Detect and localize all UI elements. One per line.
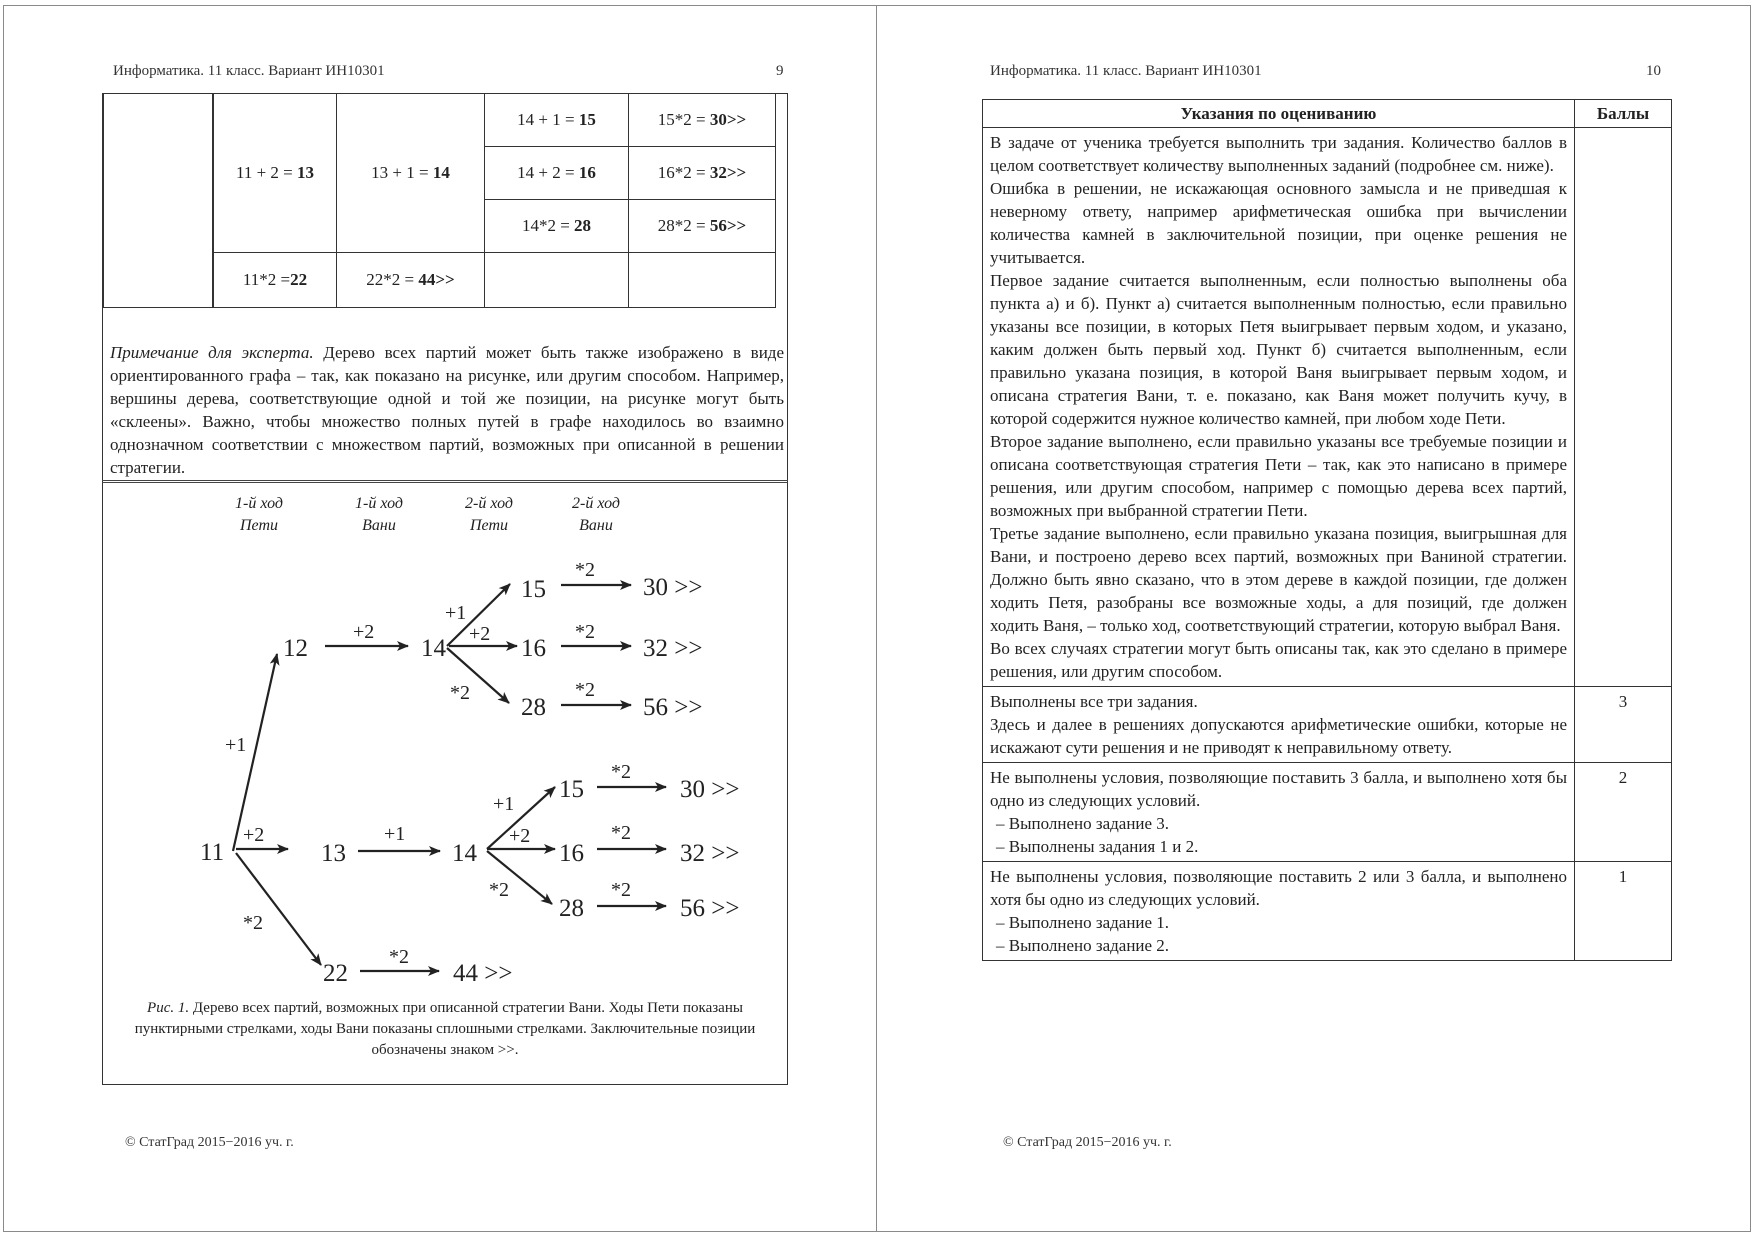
table-cell: 16*2 = 32>> bbox=[629, 147, 776, 200]
expert-note bbox=[110, 341, 784, 479]
table-cell: 22*2 = 44>> bbox=[337, 253, 485, 308]
paragraph: Первое задание считается выполненным, если полностью выполнены оба пункта а) и б). Пункт а) считается выполненным полностью, если правильно указаны все позиции, в которых Петя выигрывает первым ходом, и указано, каким должен быть первый ход. Пункт б) считается выполненным, если правильно указана позиция, в которой Ваня выигрывает первым ходом, и описана стратегия Вани, т. е. показано, как Ваня может получить кучу, в которой содержится нужное количество камней, при любом ходе Пети. bbox=[990, 271, 1567, 428]
node-16-top: 16 bbox=[521, 635, 546, 662]
paragraph: Третье задание выполнено, если правильно указана позиция, выигрышная для Вани, и построено дерево всех партий, возможных при Ваниной стратегии. Должно быть явно сказано, что в этом дереве в каждой позиции, где должен ходить Петя, разобраны все возможные ходы, а для позиций, где должен ходить Ваня, – только ход, соответствующий стратегии, которую выбрал Ваня. bbox=[990, 524, 1567, 635]
node-32-top: 32 >> bbox=[643, 635, 703, 662]
move-label: +2 bbox=[243, 824, 265, 846]
node-44: 44 >> bbox=[453, 960, 513, 987]
list-item: – Выполнено задание 3. bbox=[996, 814, 1170, 833]
table-cell: 14 + 1 = 15 bbox=[485, 94, 629, 147]
move-label: *2 bbox=[243, 912, 263, 934]
node-56-bottom: 56 >> bbox=[680, 895, 740, 922]
move-label: +1 bbox=[384, 823, 406, 845]
paragraph: Второе задание выполнено, если правильно указаны все требуемые позиции и описана соответствующая стратегия Пети – так, как это написано в примере решения, или другим способом, например с помощью дерева всех партий, возможных при выбранной стратегии Пети. bbox=[990, 432, 1567, 520]
node-32-bottom: 32 >> bbox=[680, 840, 740, 867]
left-footer: © СтатГрад 2015−2016 уч. г. bbox=[125, 1135, 294, 1150]
points-cell bbox=[1575, 128, 1672, 687]
paragraph: Ошибка в решении, не искажающая основного замысла и не приведшая к неверному ответу, например арифметическая ошибка при вычислении количества камней в заключительной позиции, при оценке решения не учитывается. bbox=[990, 179, 1567, 267]
criteria-1 bbox=[983, 862, 1575, 961]
node-56-top: 56 >> bbox=[643, 694, 703, 721]
general-instructions bbox=[983, 128, 1575, 687]
table-cell: 14*2 = 28 bbox=[485, 200, 629, 253]
node-30-top: 30 >> bbox=[643, 574, 703, 601]
move-label: *2 bbox=[611, 822, 631, 844]
table-cell: 14 + 2 = 16 bbox=[485, 147, 629, 200]
node-13: 13 bbox=[321, 840, 346, 867]
table-cell: 15*2 = 30>> bbox=[629, 94, 776, 147]
right-page-number: 10 bbox=[1646, 63, 1661, 79]
move-label: +2 bbox=[469, 623, 491, 645]
col-header-1: 1-й ход bbox=[235, 495, 283, 512]
points-3: 3 bbox=[1575, 687, 1672, 763]
move-label: *2 bbox=[611, 879, 631, 901]
list-item: – Выполнены задания 1 и 2. bbox=[996, 837, 1199, 856]
empty-cell bbox=[104, 94, 214, 308]
col-header-3b: Пети bbox=[470, 517, 508, 534]
move-label: *2 bbox=[389, 946, 409, 968]
criteria-2 bbox=[983, 763, 1575, 862]
paragraph: В задаче от ученика требуется выполнить три задания. Количество баллов в целом соответствует количеству выполненных заданий (подробнее см. ниже). bbox=[990, 133, 1567, 175]
col-header-2: 1-й ход bbox=[355, 495, 403, 512]
move-label: *2 bbox=[575, 559, 595, 581]
node-16-bottom: 16 bbox=[559, 840, 584, 867]
list-item: – Выполнено задание 1. bbox=[996, 913, 1170, 932]
node-28-bottom: 28 bbox=[559, 895, 584, 922]
criteria-3 bbox=[983, 687, 1575, 763]
right-footer: © СтатГрад 2015−2016 уч. г. bbox=[1003, 1135, 1172, 1150]
moves-table bbox=[103, 93, 776, 308]
table-cell bbox=[629, 253, 776, 308]
game-tree-diagram bbox=[103, 484, 787, 994]
paragraph: Выполнены все три задания. bbox=[990, 692, 1198, 711]
move-label: *2 bbox=[575, 621, 595, 643]
move-label: +1 bbox=[225, 734, 247, 756]
divider bbox=[102, 480, 788, 483]
node-30-bottom: 30 >> bbox=[680, 776, 740, 803]
move-label: *2 bbox=[611, 761, 631, 783]
node-14-bottom: 14 bbox=[452, 840, 477, 867]
col-header-3: 2-й ход bbox=[465, 495, 513, 512]
col-header-4b: Вани bbox=[579, 517, 613, 534]
points-2: 2 bbox=[1575, 763, 1672, 862]
list-item: – Выполнено задание 2. bbox=[996, 936, 1170, 955]
points-1: 1 bbox=[1575, 862, 1672, 961]
move-label: *2 bbox=[575, 679, 595, 701]
node-11: 11 bbox=[200, 839, 225, 866]
table-cell: 11 + 2 = 13 bbox=[213, 94, 337, 253]
move-label: +2 bbox=[509, 825, 531, 847]
left-page-number: 9 bbox=[776, 63, 784, 79]
node-15-top: 15 bbox=[521, 576, 546, 603]
table-cell bbox=[485, 253, 629, 308]
move-label: *2 bbox=[450, 682, 470, 704]
figure-caption bbox=[130, 998, 760, 1061]
note-label: Примечание для эксперта. bbox=[110, 343, 314, 362]
node-28-top: 28 bbox=[521, 694, 546, 721]
node-12: 12 bbox=[283, 635, 308, 662]
points-header: Баллы bbox=[1575, 100, 1672, 128]
col-header-1b: Пети bbox=[240, 517, 278, 534]
table-cell: 11*2 =22 bbox=[213, 253, 337, 308]
note-text: Дерево всех партий может быть также изображено в виде ориентированного графа – так, как показано на рисунке, или другим способом. Например, вершины дерева, соответствующие одной и той же позиции, на рисунке могут быть «склеены». Важно, чтобы множество полных путей в графе находилось во взаимно однозначном соответствии с множеством партий, возможных при описанной в решении стратегии. bbox=[110, 343, 784, 477]
paragraph: Не выполнены условия, позволяющие поставить 2 или 3 балла, и выполнено хотя бы одно из следующих условий. bbox=[990, 867, 1567, 909]
grading-table bbox=[982, 99, 1672, 961]
table-cell: 13 + 1 = 14 bbox=[337, 94, 485, 253]
node-22: 22 bbox=[323, 960, 348, 987]
col-header-4: 2-й ход bbox=[572, 495, 620, 512]
move-label: *2 bbox=[489, 879, 509, 901]
paragraph: Во всех случаях стратегии могут быть описаны так, как это сделано в примере решения, или другим способом. bbox=[990, 639, 1567, 681]
node-15-bottom: 15 bbox=[559, 776, 584, 803]
right-header-title: Информатика. 11 класс. Вариант ИН10301 bbox=[990, 63, 1262, 79]
node-14-top: 14 bbox=[421, 635, 446, 662]
paragraph: Здесь и далее в решениях допускаются арифметические ошибки, которые не искажают сути решения и не приводят к неправильному ответу. bbox=[990, 715, 1567, 757]
paragraph: Не выполнены условия, позволяющие поставить 3 балла, и выполнено хотя бы одно из следующих условий. bbox=[990, 768, 1567, 810]
col-header-2b: Вани bbox=[362, 517, 396, 534]
caption-text: Дерево всех партий, возможных при описанной стратегии Вани. Ходы Пети показаны пунктирными стрелками, ходы Вани показаны сплошными стрелками. Заключительные позиции обозначены знаком >>. bbox=[134, 1000, 756, 1058]
move-label: +2 bbox=[353, 621, 375, 643]
move-label: +1 bbox=[445, 602, 467, 624]
move-label: +1 bbox=[493, 793, 515, 815]
left-header-title: Информатика. 11 класс. Вариант ИН10301 bbox=[113, 63, 385, 79]
caption-label: Рис. 1. bbox=[147, 1000, 190, 1016]
table-cell: 28*2 = 56>> bbox=[629, 200, 776, 253]
instructions-header: Указания по оцениванию bbox=[983, 100, 1575, 128]
